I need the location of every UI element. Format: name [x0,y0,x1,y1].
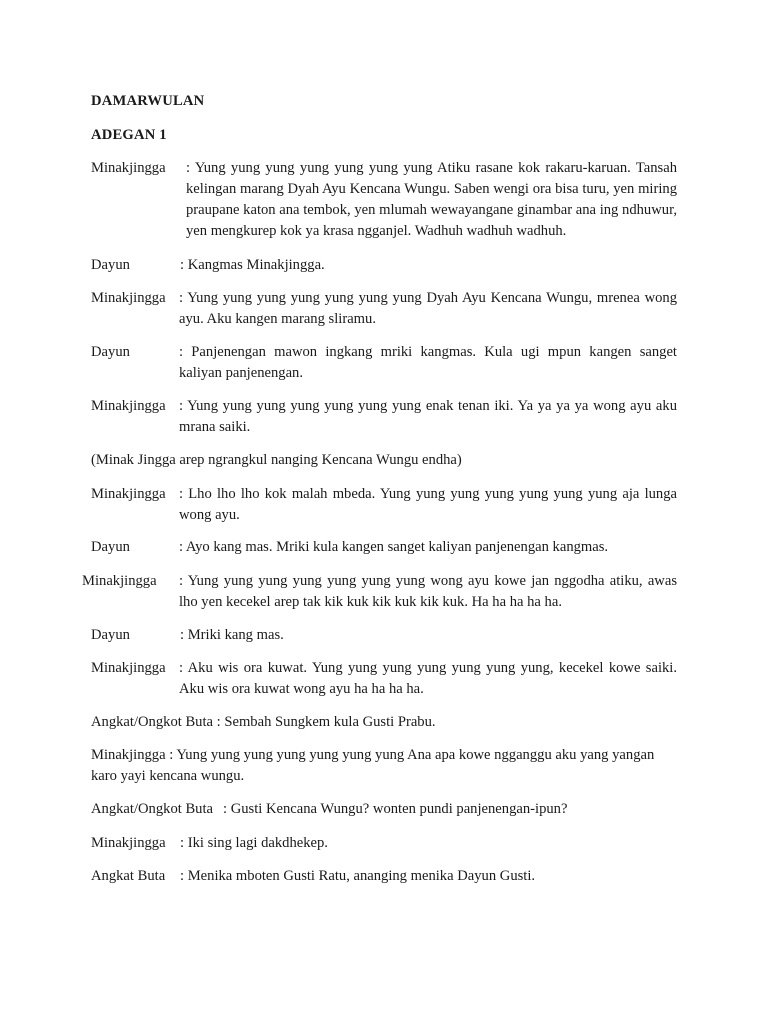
speaker-name: Minakjingga [91,290,166,306]
dialogue-text: : Yung yung yung yung yung yung yung Dyah Ayu Kencana Wungu, mrenea wong ayu. Aku kangen marang sliramu. [179,290,677,327]
dialogue-text: : Mriki kang mas. [180,627,284,643]
dialogue-text: : Menika mboten Gusti Ratu, ananging menika Dayun Gusti. [180,868,536,884]
speaker-name: Minakjingga [91,160,166,176]
speaker-name: Dayun [91,344,130,360]
dialogue-text: : Ayo kang mas. Mriki kula kangen sanget kaliyan panjenengan kangmas. [179,539,609,555]
dialogue-line: Angkat/Ongkot Buta : Sembah Sungkem kula Gusti Prabu. [91,714,436,730]
speaker-name: Minakjingga [91,660,166,676]
dialogue-text: : Gusti Kencana Wungu? wonten pundi panjenengan-ipun? [223,801,568,817]
dialogue-line: Minakjingga : Yung yung yung yung yung yung yung Ana apa kowe ngganggu aku yang yangan karo yayi kencana wungu. [91,747,655,784]
speaker-name: Angkat/Ongkot Buta [91,801,214,817]
dialogue-text: : Yung yung yung yung yung yung yung Atiku rasane kok rakaru-karuan. Tansah kelingan marang Dyah Ayu Kencana Wungu. Saben wengi ora bisa turu, yen miring praupane katon ana tembok, yen mlumah wewayangane ginambar ana ing ndhuwur, yen mengkurep kok ya krasa ngganjel. Wadhuh wadhuh wadhuh. [186,160,677,239]
speaker-name: Dayun [91,257,130,273]
dialogue-text: : Panjenengan mawon ingkang mriki kangmas. Kula ugi mpun kangen sanget kaliyan panjenengan. [179,344,677,381]
dialogue-text: : Yung yung yung yung yung yung yung enak tenan iki. Ya ya ya ya wong ayu aku mrana saiki. [179,398,677,435]
speaker-name: Angkat Buta [91,868,166,884]
dialogue-text: : Lho lho lho kok malah mbeda. Yung yung yung yung yung yung yung aja lunga wong ayu. [179,486,677,523]
speaker-name: Minakjingga [91,486,166,502]
speaker-name: Minakjingga [82,573,157,589]
dialogue-text: : Iki sing lagi dakdhekep. [180,835,328,851]
dialogue-text: : Kangmas Minakjingga. [180,257,325,273]
stage-direction: (Minak Jingga arep ngrangkul nanging Kencana Wungu endha) [91,452,462,468]
dialogue-text: : Aku wis ora kuwat. Yung yung yung yung yung yung yung, kecekel kowe saiki. Aku wis ora kuwat wong ayu ha ha ha ha. [179,660,677,697]
speaker-name: Minakjingga [91,835,166,851]
speaker-name: Dayun [91,627,130,643]
document-title: DAMARWULAN [91,93,205,109]
speaker-name: Dayun [91,539,130,555]
scene-heading: ADEGAN 1 [91,127,167,143]
speaker-name: Minakjingga [91,398,166,414]
dialogue-text: : Yung yung yung yung yung yung yung wong ayu kowe jan nggodha atiku, awas lho yen kecekel arep tak kik kuk kik kuk kik kuk. Ha ha ha ha ha. [179,573,677,610]
